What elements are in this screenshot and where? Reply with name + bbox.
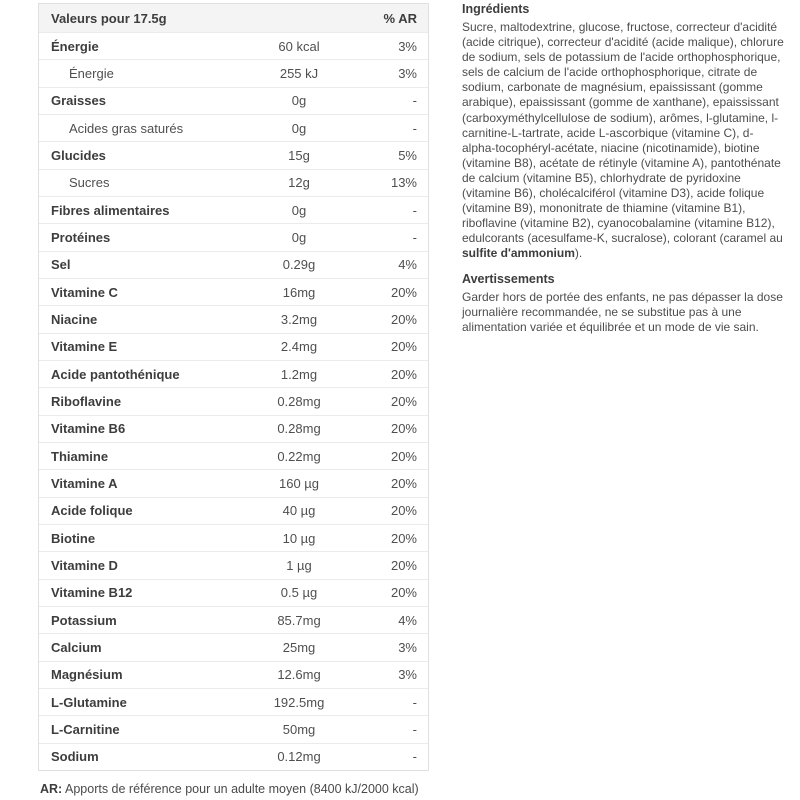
warnings-title: Avertissements xyxy=(462,271,555,286)
nutrition-table xyxy=(38,3,429,771)
nutrient-ar: - xyxy=(412,229,417,245)
nutrient-value: 40 µg xyxy=(282,503,316,519)
nutrient-value: 3.2mg xyxy=(280,311,318,327)
ingredients-text-end: ). xyxy=(574,246,583,261)
table-row xyxy=(39,524,428,551)
nutrient-ar: - xyxy=(412,694,417,710)
nutrient-value: 85.7mg xyxy=(277,612,321,628)
nutrient-value: 50mg xyxy=(282,721,316,737)
nutrient-value: 0g xyxy=(291,120,307,136)
table-row xyxy=(39,333,428,360)
nutrient-ar: 3% xyxy=(398,38,417,54)
table-row xyxy=(39,688,428,715)
nutrient-label: Vitamine B6 xyxy=(51,421,126,437)
nutrient-label: Acides gras saturés xyxy=(69,120,184,136)
nutrient-ar: - xyxy=(412,202,417,218)
nutrient-value: 1 µg xyxy=(286,557,312,573)
nutrient-label: L-Carnitine xyxy=(51,721,120,737)
table-row xyxy=(39,360,428,387)
nutrient-ar: 20% xyxy=(390,530,417,546)
nutrient-value: 12.6mg xyxy=(277,667,321,683)
table-row xyxy=(39,87,428,114)
nutrient-ar: 4% xyxy=(398,257,417,273)
table-row xyxy=(39,415,428,442)
info-column xyxy=(462,2,784,335)
table-row xyxy=(39,387,428,414)
nutrient-value: 255 kJ xyxy=(279,65,319,81)
table-row xyxy=(39,743,428,770)
nutrient-label: Graisses xyxy=(51,93,106,109)
table-row xyxy=(39,59,428,86)
nutrient-value: 60 kcal xyxy=(278,38,320,54)
nutrient-ar: 20% xyxy=(390,448,417,464)
nutrient-label: Vitamine E xyxy=(51,339,118,355)
nutrient-ar: - xyxy=(412,93,417,109)
footnote-text: Apports de référence pour un adulte moyen (8400 kJ/2000 kcal) xyxy=(62,782,419,796)
nutrient-ar: 20% xyxy=(390,311,417,327)
nutrient-label: Niacine xyxy=(51,311,98,327)
nutrient-ar: 20% xyxy=(390,475,417,491)
nutrient-ar: 3% xyxy=(398,667,417,683)
table-row xyxy=(39,497,428,524)
nutrient-value: 0g xyxy=(291,93,307,109)
table-row xyxy=(39,606,428,633)
table-row xyxy=(39,305,428,332)
table-row xyxy=(39,169,428,196)
ingredients-text-main: Sucre, maltodextrine, glucose, fructose, correcteur d'acidité (acide citrique), correcteur d'acidité (acide malique), chlorure de sodium, sels de potassium de l'acide orthophosphorique, sels de calcium de l'acide orthophosphorique, citrate de sodium, carbonate de magnésium, epaississant (gomme arabique), epaississant (gomme de xanthane), epaississant (carboxyméthylcellulose de sodium), arômes, l-glutamine, l-carnitine-L-tartrate, acide L-ascorbique (vitamine C), d-alpha-tocophéryl-acétate, niacine (nicotinamide), biotine (vitamine B8), acétate de rétinyle (vitamine A), pantothénate de calcium (vitamine B5), chlorhydrate de pyridoxine (vitamine B6), cholécalciférol (vitamine D3), acide folique (vitamine B9), mononitrate de thiamine (vitamine B1), riboflavine (vitamine B2), cyanocobalamine (vitamine B12), edulcorants (acesulfame-K, sucralose), colorant (caramel au xyxy=(462,20,784,246)
table-row xyxy=(39,442,428,469)
nutrient-ar: 20% xyxy=(390,366,417,382)
footnote-label: AR: xyxy=(40,782,63,796)
nutrient-label: Calcium xyxy=(51,639,102,655)
nutrient-value: 0g xyxy=(291,202,307,218)
nutrient-label: Biotine xyxy=(51,530,96,546)
nutrient-value: 160 µg xyxy=(278,475,320,491)
nutrient-label: Acide folique xyxy=(51,503,133,519)
nutrient-ar: 13% xyxy=(390,175,417,191)
nutrient-ar: 3% xyxy=(398,639,417,655)
nutrient-label: Protéines xyxy=(51,229,111,245)
nutrient-label: Acide pantothénique xyxy=(51,366,180,382)
nutrient-value: 0.28mg xyxy=(277,421,321,437)
nutrient-label: Vitamine D xyxy=(51,557,118,573)
nutrient-ar: 20% xyxy=(390,421,417,437)
nutrient-label: L-Glutamine xyxy=(51,694,127,710)
nutrient-value: 12g xyxy=(288,175,310,191)
nutrient-label: Sodium xyxy=(51,749,99,765)
nutrient-ar: 20% xyxy=(390,393,417,409)
ingredients-title: Ingrédients xyxy=(462,2,530,16)
nutrient-label: Fibres alimentaires xyxy=(51,202,170,218)
table-row xyxy=(39,469,428,496)
nutrient-label: Sucres xyxy=(69,175,110,191)
ingredients-text xyxy=(462,20,784,262)
table-header xyxy=(39,4,428,32)
table-row xyxy=(39,251,428,278)
table-header-title: Valeurs pour 17.5g xyxy=(51,10,167,26)
nutrient-value: 192.5mg xyxy=(273,694,325,710)
nutrient-ar: 5% xyxy=(398,147,417,163)
nutrient-label: Vitamine B12 xyxy=(51,585,133,601)
nutrient-value: 0g xyxy=(291,229,307,245)
nutrient-ar: 3% xyxy=(398,65,417,81)
nutrient-label: Énergie xyxy=(69,65,114,81)
nutrient-value: 0.5 µg xyxy=(280,585,318,601)
table-row xyxy=(39,196,428,223)
reference-footnote xyxy=(40,782,419,796)
table-row xyxy=(39,661,428,688)
nutrient-ar: 20% xyxy=(390,284,417,300)
nutrient-label: Glucides xyxy=(51,147,106,163)
nutrient-value: 0.22mg xyxy=(277,448,321,464)
nutrient-label: Vitamine A xyxy=(51,475,118,491)
nutrient-label: Vitamine C xyxy=(51,284,118,300)
nutrient-ar: - xyxy=(412,749,417,765)
nutrient-label: Magnésium xyxy=(51,667,123,683)
nutrient-value: 0.28mg xyxy=(277,393,321,409)
nutrient-value: 10 µg xyxy=(282,530,316,546)
ingredients-section xyxy=(462,2,784,262)
nutrient-value: 0.12mg xyxy=(277,749,321,765)
nutrient-ar: - xyxy=(412,721,417,737)
ingredients-text-allergen: sulfite d'ammonium xyxy=(462,246,575,261)
table-row xyxy=(39,114,428,141)
nutrient-value: 2.4mg xyxy=(280,339,318,355)
nutrient-ar: 20% xyxy=(390,585,417,601)
nutrient-value: 1.2mg xyxy=(280,366,318,382)
nutrient-value: 15g xyxy=(288,147,310,163)
warnings-section xyxy=(462,272,784,335)
nutrient-label: Potassium xyxy=(51,612,117,628)
nutrient-label: Riboflavine xyxy=(51,393,122,409)
nutrient-ar: 20% xyxy=(390,339,417,355)
nutrient-ar: - xyxy=(412,120,417,136)
table-row xyxy=(39,579,428,606)
table-row xyxy=(39,32,428,59)
table-row xyxy=(39,633,428,660)
table-row xyxy=(39,141,428,168)
warnings-text: Garder hors de portée des enfants, ne pas dépasser la dose journalière recommandée, ne se substitue pas à une alimentation variée et équilibrée et un mode de vie sain. xyxy=(462,289,783,334)
table-row xyxy=(39,278,428,305)
nutrient-value: 16mg xyxy=(282,284,316,300)
nutrient-value: 0.29g xyxy=(282,257,316,273)
table-header-ar: % AR xyxy=(383,10,417,26)
nutrient-label: Sel xyxy=(51,257,71,273)
nutrient-label: Thiamine xyxy=(51,448,109,464)
table-row xyxy=(39,551,428,578)
nutrient-ar: 4% xyxy=(398,612,417,628)
table-row xyxy=(39,715,428,742)
nutrient-ar: 20% xyxy=(390,557,417,573)
table-row xyxy=(39,223,428,250)
nutrient-ar: 20% xyxy=(390,503,417,519)
nutrient-label: Énergie xyxy=(51,38,99,54)
nutrient-value: 25mg xyxy=(282,639,316,655)
